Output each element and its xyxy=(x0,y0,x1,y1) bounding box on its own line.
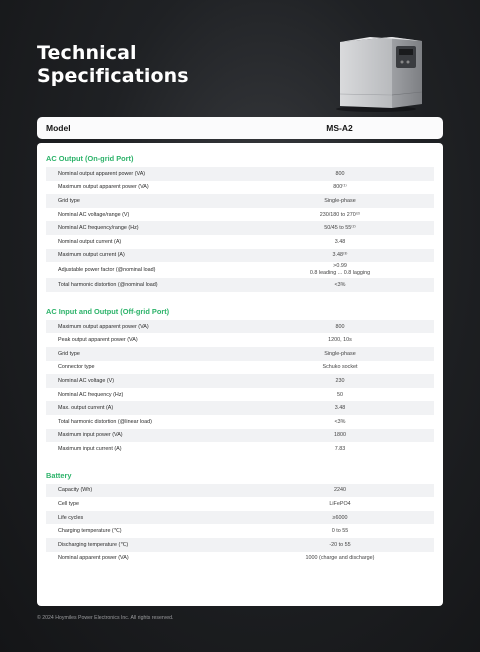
spec-value: Single-phase xyxy=(324,197,356,204)
section-title: Battery xyxy=(46,470,72,480)
copyright-footer: © 2024 Hoymiles Power Electronics Inc. All rights reserved. xyxy=(37,615,174,621)
section-title: AC Output (On-grid Port) xyxy=(46,154,134,163)
spec-label: Maximum output apparent power (VA) xyxy=(58,184,149,191)
spec-row xyxy=(46,552,434,566)
section-ac-input-output xyxy=(46,306,434,456)
spec-value: Schuko socket xyxy=(322,364,358,371)
spec-label: Discharging temperature (℃) xyxy=(58,541,129,548)
spec-value-line-2: 0.8 leading ... 0.8 lagging xyxy=(309,270,371,277)
section-ac-output xyxy=(46,153,434,292)
spec-value: 3.48 xyxy=(334,238,346,245)
spec-value: LiFePO4 xyxy=(329,501,351,508)
spec-card xyxy=(37,143,443,606)
spec-row xyxy=(46,497,434,511)
spec-row xyxy=(46,221,434,235)
spec-label: Nominal output apparent power (VA) xyxy=(58,170,146,177)
spec-label: Nominal apparent power (VA) xyxy=(58,555,129,562)
spec-label: Total harmonic distortion (@linear load) xyxy=(58,418,152,425)
spec-value xyxy=(246,263,434,277)
page-title xyxy=(37,42,189,88)
page-title-line-1: Technical xyxy=(37,42,137,64)
spec-value: 1000 (charge and discharge) xyxy=(305,555,375,562)
spec-row xyxy=(46,511,434,525)
spec-label: Cell type xyxy=(58,501,79,508)
spec-value: 50/45 to 55⁽²⁾ xyxy=(324,225,356,232)
spec-value: 0 to 55 xyxy=(331,528,349,535)
spec-row xyxy=(46,262,434,278)
model-value: MS-A2 xyxy=(326,123,353,133)
spec-label: Life cycles xyxy=(58,514,84,521)
spec-row xyxy=(46,278,434,292)
spec-row xyxy=(46,401,434,415)
spec-label: Maximum input current (A) xyxy=(58,445,122,452)
spec-value: 3.48 xyxy=(334,405,346,412)
spec-label: Grid type xyxy=(58,350,80,357)
spec-row xyxy=(46,429,434,443)
model-header xyxy=(37,117,443,139)
spec-value: Single-phase xyxy=(324,350,356,357)
section-title: AC Input and Output (Off-grid Port) xyxy=(46,306,170,316)
page-title-line-2: Specifications xyxy=(37,65,189,87)
spec-label: Grid type xyxy=(58,197,80,204)
spec-value: <3% xyxy=(334,418,346,425)
spec-row xyxy=(46,524,434,538)
spec-value: 800⁽¹⁾ xyxy=(333,184,347,191)
spec-row xyxy=(46,333,434,347)
spec-value: 1200, 10s xyxy=(328,337,352,344)
spec-value-line-1: >0.99 xyxy=(333,263,347,270)
spec-value: 2240 xyxy=(334,487,346,494)
section-battery xyxy=(46,470,434,566)
spec-row xyxy=(46,208,434,222)
spec-value: 50 xyxy=(337,391,343,398)
spec-label: Maximum input power (VA) xyxy=(58,432,123,439)
product-image xyxy=(336,34,426,114)
spec-row xyxy=(46,235,434,249)
spec-label: Nominal AC frequency (Hz) xyxy=(58,391,124,398)
spec-row xyxy=(46,320,434,334)
spec-label: Adjustable power factor (@nominal load) xyxy=(58,267,156,274)
spec-row xyxy=(46,361,434,375)
spec-label: Maximum output current (A) xyxy=(58,252,125,259)
spec-row xyxy=(46,538,434,552)
spec-label: Max. output current (A) xyxy=(58,405,114,412)
spec-value: ≥6000 xyxy=(332,514,348,521)
spec-row xyxy=(46,249,434,263)
spec-row xyxy=(46,181,434,195)
spec-value: 1800 xyxy=(334,432,346,439)
spec-row xyxy=(46,484,434,498)
spec-label: Nominal output current (A) xyxy=(58,238,122,245)
spec-label: Connector type xyxy=(58,364,95,371)
spec-label: Nominal AC voltage/range (V) xyxy=(58,211,130,218)
spec-row xyxy=(46,194,434,208)
spec-value: 800 xyxy=(335,170,345,177)
spec-label: Charging temperature (℃) xyxy=(58,528,122,535)
spec-label: Nominal AC frequency/range (Hz) xyxy=(58,225,139,232)
spec-row xyxy=(46,442,434,456)
spec-value: 800 xyxy=(335,323,345,330)
model-label: Model xyxy=(46,123,71,133)
spec-value: 7.83 xyxy=(334,445,346,452)
spec-row xyxy=(46,415,434,429)
spec-value: 230/180 to 270⁽²⁾ xyxy=(319,211,361,218)
spec-label: Total harmonic distortion (@nominal load) xyxy=(58,281,158,288)
spec-row xyxy=(46,374,434,388)
spec-label: Nominal AC voltage (V) xyxy=(58,377,115,384)
spec-value: 3.48⁽³⁾ xyxy=(332,252,348,259)
spec-label: Peak output apparent power (VA) xyxy=(58,337,138,344)
spec-label: Capacity (Wh) xyxy=(58,487,93,494)
spec-row xyxy=(46,347,434,361)
spec-value: 230 xyxy=(335,377,345,384)
spec-value: <3% xyxy=(334,281,346,288)
spec-label: Maximum output apparent power (VA) xyxy=(58,323,149,330)
spec-value: -20 to 55 xyxy=(329,541,351,548)
spec-row xyxy=(46,167,434,181)
spec-row xyxy=(46,388,434,402)
